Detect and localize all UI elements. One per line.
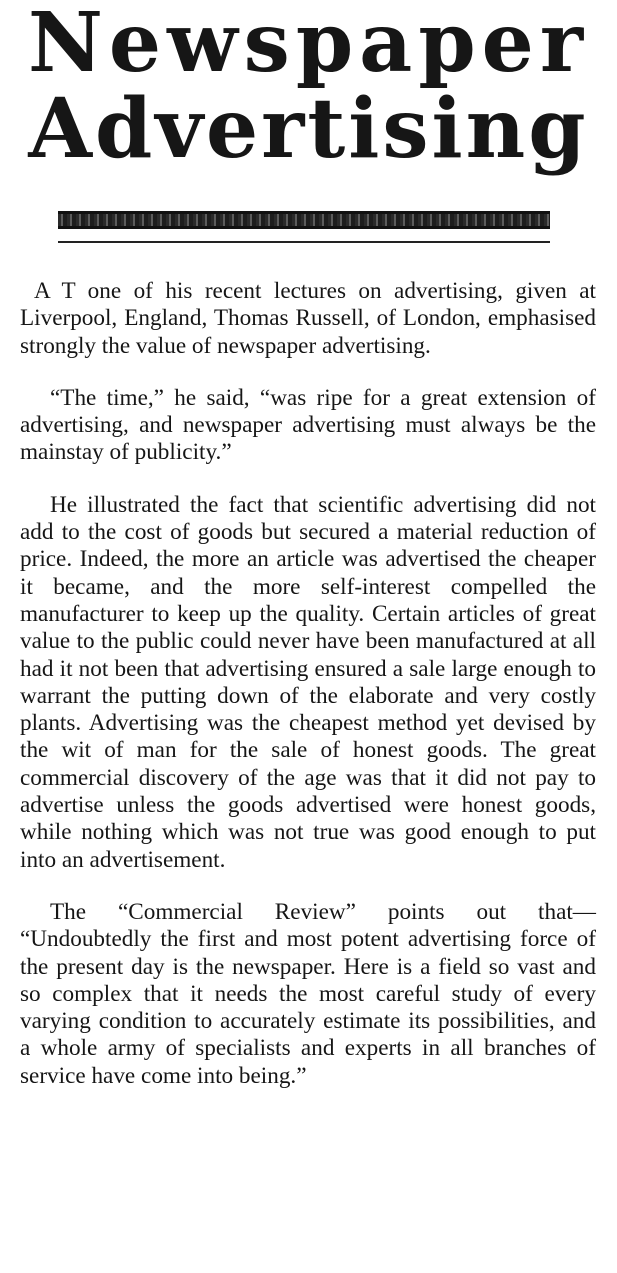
paragraph-quote: “The time,” he said, “was ripe for a great extension of advertising, and newspaper advertising must always be the mainstay of publicity.” xyxy=(20,384,596,466)
paragraph-intro: A T one of his recent lectures on advertising, given at Liverpool, England, Thomas Russell, of London, emphasised strongly the value of newspaper advertising. xyxy=(20,278,596,359)
headline-line-2: Advertising xyxy=(28,81,589,177)
decorative-rule-thin xyxy=(58,241,550,243)
decorative-rule-thick xyxy=(58,211,550,229)
article-body xyxy=(20,278,596,1090)
paragraph-illustration: He illustrated the fact that scientific advertising did not add to the cost of goods but secured a material reduction of price. Indeed, the more an article was advertised the cheaper it became, and the more self-interest compelled the manufacturer to keep up the quality. Certain articles of great value to the public could never have been manufactured at all had it not been that advertising ensured a sale large enough to warrant the putting down of the elaborate and very costly plants. Advertising was the cheapest method yet devised by the wit of man for the sale of honest goods. The great commercial discovery of the age was that it did not pay to advertise unless the goods advertised were honest goods, while nothing which was not true was good enough to put into an advertisement. xyxy=(20,491,596,873)
headline-line-1: Newspaper xyxy=(27,0,590,91)
paragraph-commercial-review: The “Commercial Review” points out that— “Undoubtedly the first and most potent advertising force of the present day is the newspaper. Here is a field so vast and so complex that it needs the most careful study of every varying condition to accurately estimate its possibilities, and a whole army of specialists and experts in all branches of service have come into being.” xyxy=(20,898,596,1089)
